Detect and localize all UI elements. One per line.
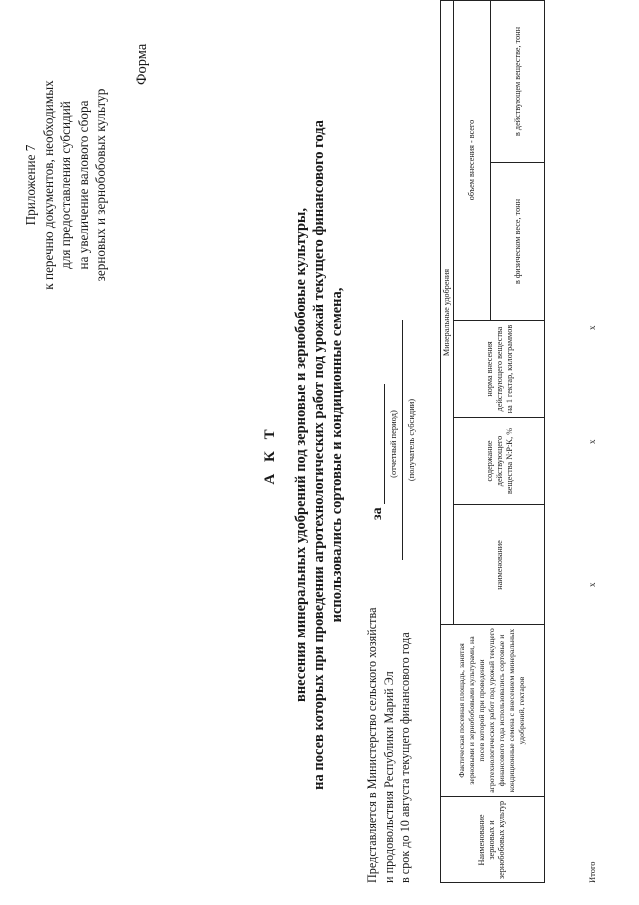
header-norm: норма внесения действующего вещества на 1 гектар, килограммов xyxy=(484,324,514,414)
submission-note xyxy=(364,543,414,883)
table-col-divider xyxy=(453,320,545,321)
table-rule-volume-group xyxy=(490,0,491,321)
table-col-divider xyxy=(490,162,545,163)
table-col-divider xyxy=(440,624,545,625)
appendix-line: к перечню документов, необходимых xyxy=(40,80,56,290)
table-col-divider xyxy=(453,417,545,418)
table-rule-fert-group xyxy=(453,0,454,625)
document-title: А К Т xyxy=(262,425,278,485)
period-prefix: за xyxy=(370,507,385,520)
appendix-line: на увеличение валового сбора xyxy=(75,100,91,270)
table-border-bottom xyxy=(544,0,545,883)
submission-line: в срок до 10 августа текущего финансового года xyxy=(398,632,412,883)
table-col-divider xyxy=(440,796,545,797)
header-fertilizer-group: Минеральные удобрения xyxy=(442,268,451,357)
recipient-note: (получатель субсидии) xyxy=(406,398,416,482)
header-active-content: содержание действующего вещества N:P:K, % xyxy=(484,427,514,495)
period-note: (отчетный период) xyxy=(388,410,398,478)
header-crop: Наименование зерновых и зернобобовых культур xyxy=(477,800,506,880)
table-border-left xyxy=(440,882,545,883)
subtitle-line: на посев которых при проведении агротехнологических работ под урожай текущего финансового года xyxy=(311,120,327,790)
submission-line: и продовольствия Республики Марий Эл xyxy=(381,671,396,883)
appendix-line: Приложение 7 xyxy=(23,144,38,226)
total-mark-norm: х xyxy=(587,325,597,330)
appendix-line: для предоставления субсидий xyxy=(58,101,73,269)
table-border-right xyxy=(440,0,545,1)
form-label: Форма xyxy=(134,43,150,85)
recipient-blank-line xyxy=(402,320,403,560)
total-mark-content: х xyxy=(587,439,597,444)
fertilizer-table xyxy=(440,0,545,883)
appendix-line: зерновых и зернобобовых культур xyxy=(93,88,108,282)
appendix-header xyxy=(22,20,110,350)
header-active-weight: в действующем веществе, тонн xyxy=(513,27,522,136)
total-mark-name: х xyxy=(587,582,597,587)
period-blank-line xyxy=(384,384,385,504)
table-col-divider xyxy=(453,504,545,505)
header-physical-weight: в физическом весе, тонн xyxy=(513,199,522,284)
subtitle-line: использовались сортовые и кондиционные семена, xyxy=(329,287,345,623)
subtitle-line: внесения минеральных удобрений под зерновые и зернобобовые культуры, xyxy=(293,208,309,702)
submission-line: Представляется в Министерство сельского хозяйства xyxy=(365,607,379,883)
document-subtitle xyxy=(292,105,346,805)
header-volume-total: объем внесения - всего xyxy=(467,119,476,201)
total-row-label: Итого xyxy=(587,861,597,883)
header-fert-name: наименование xyxy=(494,540,504,590)
header-area: Фактическая посевная площадь, занятая зерновыми и зернобобовыми культурами, на посев которой при проведении агротехнологических работ под урожай текущего финансового года использовались сортовые и кондиционные семена с внесением минеральных удобрений, гектаров xyxy=(457,628,526,793)
